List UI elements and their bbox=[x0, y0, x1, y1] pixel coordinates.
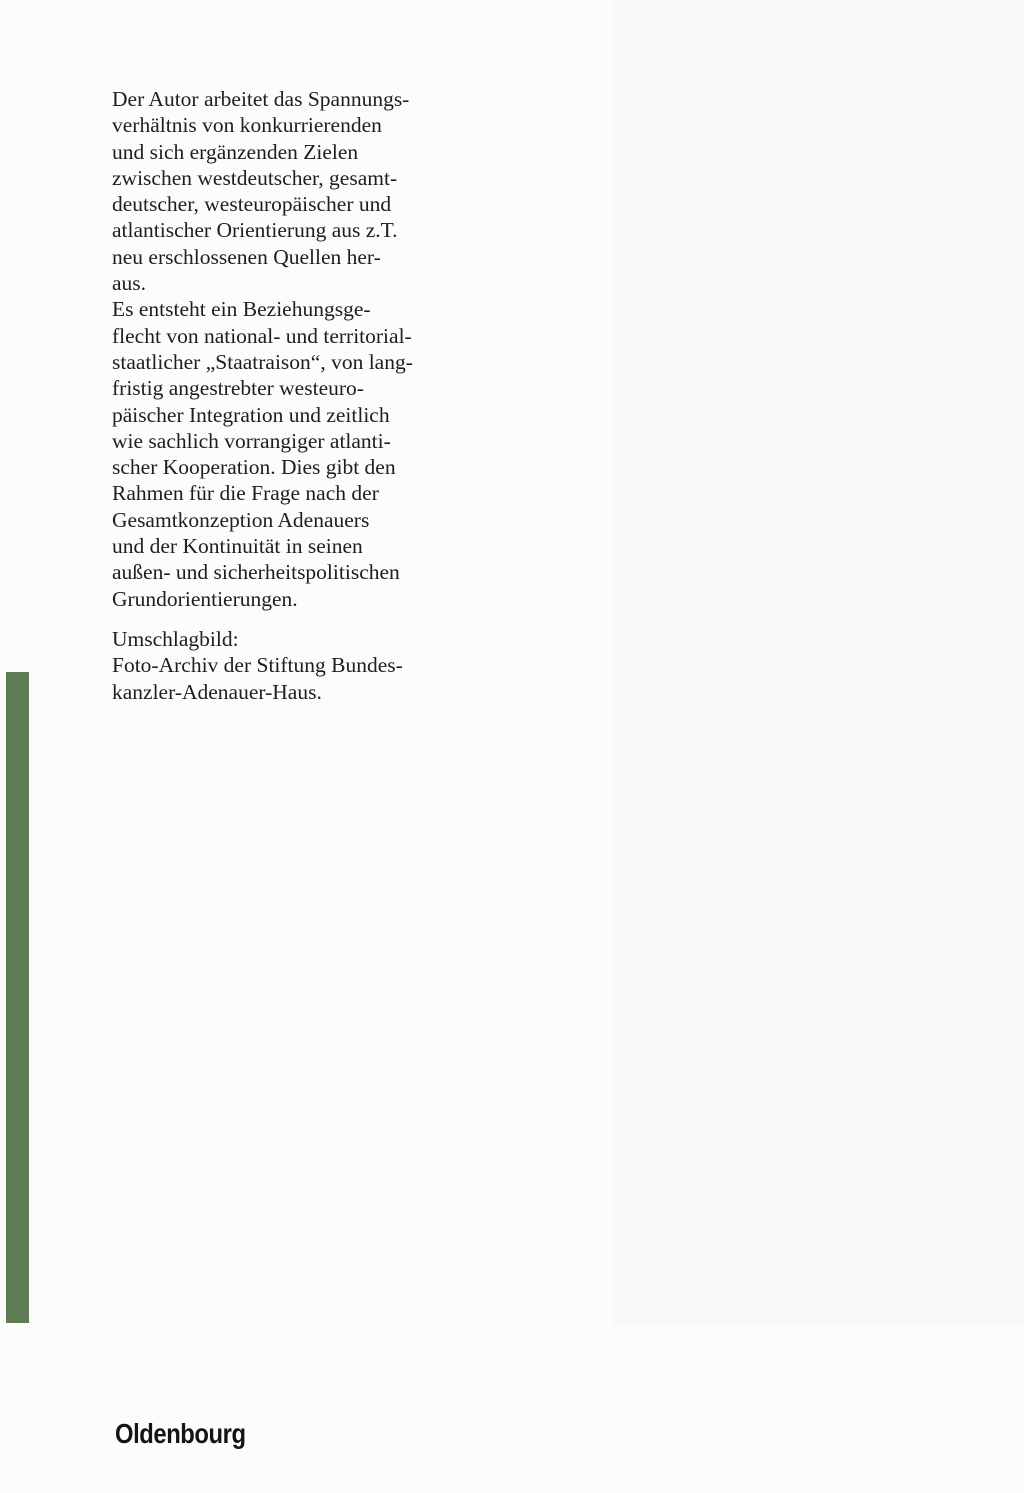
publisher-logo: Oldenbourg bbox=[115, 1418, 246, 1449]
text-line: atlantischer Orientierung aus z.T. bbox=[112, 218, 398, 243]
text-line: außen- und sicherheitspolitischen bbox=[112, 560, 400, 585]
text-line: neu erschlossenen Quellen her- bbox=[112, 244, 381, 269]
text-line: Der Autor arbeitet das Spannungs- bbox=[112, 87, 410, 111]
text-line: deutscher, westeuropäischer und bbox=[112, 192, 392, 217]
credit-line: kanzler-Adenauer-Haus. bbox=[112, 679, 322, 704]
text-line: aus. bbox=[112, 271, 147, 296]
text-line: Grundorientierungen. bbox=[112, 586, 298, 611]
back-cover-blurb bbox=[112, 86, 482, 612]
text-line: Gesamtkonzeption Adenauers bbox=[112, 507, 370, 532]
blurb-paragraph-2 bbox=[112, 296, 482, 612]
text-line: päischer Integration und zeitlich bbox=[112, 402, 390, 427]
right-panel-shade bbox=[613, 0, 1024, 1325]
credit-line: Foto-Archiv der Stiftung Bundes- bbox=[112, 653, 403, 678]
accent-bar bbox=[6, 672, 29, 1323]
text-line: flecht von national- und territorial- bbox=[112, 323, 412, 348]
text-line: Rahmen für die Frage nach der bbox=[112, 481, 379, 506]
text-line: fristig angestrebter westeuro- bbox=[112, 376, 364, 401]
blurb-paragraph-1 bbox=[112, 86, 482, 296]
text-line: verhältnis von konkurrierenden bbox=[112, 113, 382, 138]
text-line: und sich ergänzenden Zielen bbox=[112, 139, 359, 164]
text-line: Es entsteht ein Beziehungsge- bbox=[112, 297, 371, 322]
text-line: und der Kontinuität in seinen bbox=[112, 534, 363, 559]
text-line: staatlicher „Staatraison“, von lang- bbox=[112, 349, 413, 374]
cover-image-credit bbox=[112, 626, 482, 705]
credit-label: Umschlagbild: bbox=[112, 627, 239, 651]
text-line: scher Kooperation. Dies gibt den bbox=[112, 455, 396, 480]
text-line: zwischen westdeutscher, gesamt- bbox=[112, 165, 398, 190]
text-line: wie sachlich vorrangiger atlanti- bbox=[112, 428, 391, 453]
